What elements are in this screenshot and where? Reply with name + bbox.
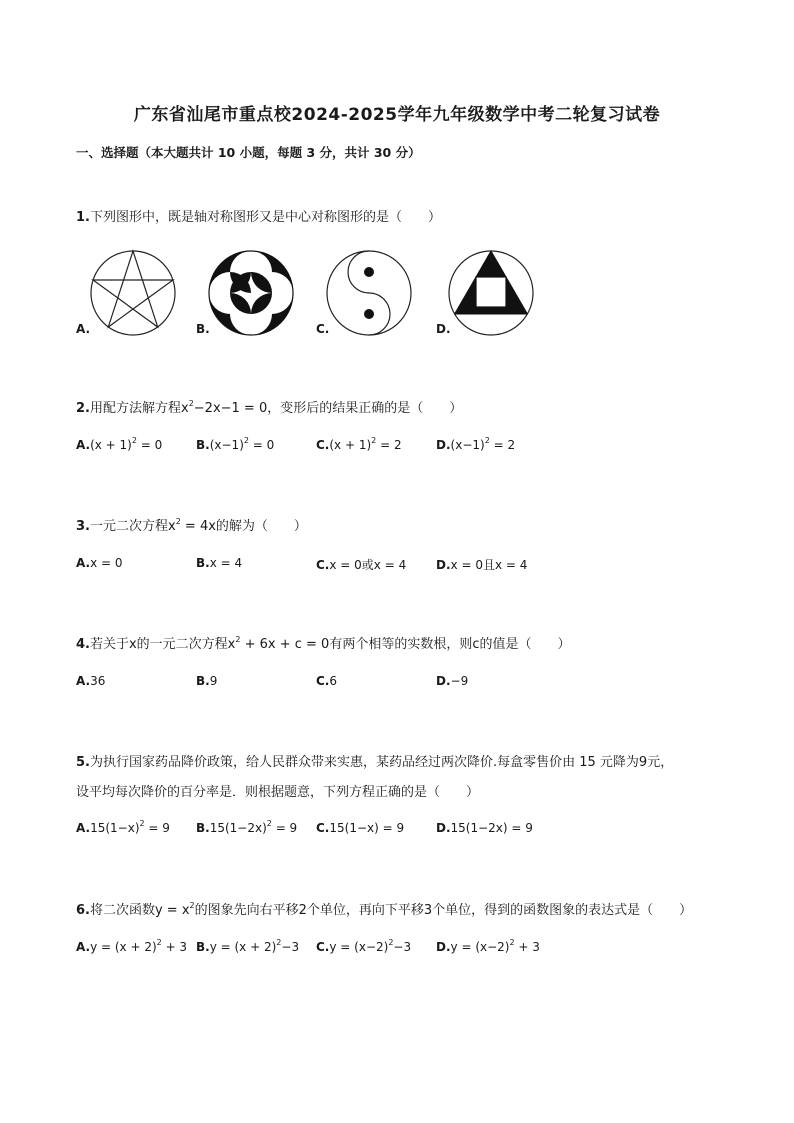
option-a: A.36 xyxy=(76,674,106,688)
figure-label-b: B. xyxy=(196,322,210,336)
page-title: 广东省汕尾市重点校2024-2025学年九年级数学中考二轮复习试卷 xyxy=(133,105,661,125)
option-d: D.15(1−2x) = 9 xyxy=(436,821,533,835)
option-b: $B.15(1-2x)^2 = 9$ xyxy=(196,819,298,835)
option-c: C.6 xyxy=(316,674,338,688)
section-heading: 一、选择题（本大题共计 10 小题，每题 3 分，共计 30 分） xyxy=(76,145,421,160)
figure-label-a: A. xyxy=(76,322,91,336)
pentagram-in-circle-icon xyxy=(88,248,178,338)
option-b: $B.(x-1)^2 = 0$ xyxy=(196,436,275,452)
option-a: $A.15(1-x)^2 = 9$ xyxy=(76,819,170,835)
option-a: $A.(x + 1)^2 = 0$ xyxy=(76,436,163,452)
question-1: 1.下列图形中，既是轴对称图形又是中心对称图形的是（ ） xyxy=(76,210,441,225)
option-d: $D.(x-1)^2 = 2$ xyxy=(436,436,516,452)
figure-label-c: C. xyxy=(316,322,330,336)
option-c: $C.(x + 1)^2 = 2$ xyxy=(316,436,402,452)
option-a: A.x = 0 xyxy=(76,556,123,570)
question-4: 4.若关于x的一元二次方程$x^2 + 6x + c = 0$有两个相等的实数根，则c的值是（ ） xyxy=(76,635,571,652)
option-a: $A.y = (x + 2)^2 + 3$ xyxy=(76,938,188,954)
question-2: 2.用配方法解方程$x^2-2x-1 = 0$，变形后的结果正确的是（ ） xyxy=(76,399,463,416)
question-6: 6.将二次函数$y = x^2$的图象先向右平移2个单位，再向下平移3个单位，得到的函数图象的表达式是（ ） xyxy=(76,901,693,918)
option-d: D.−9 xyxy=(436,674,469,688)
four-petal-circle-icon xyxy=(206,248,296,338)
triangle-square-circle-icon xyxy=(446,248,536,338)
question-5-line-2: 设平均每次降价的百分率是．则根据题意，下列方程正确的是（ ） xyxy=(76,785,480,800)
option-b: B.9 xyxy=(196,674,218,688)
option-d: $D.y = (x-2)^2 + 3$ xyxy=(436,938,540,954)
option-d: D.x = 0且x = 4 xyxy=(436,558,528,572)
option-c: C.15(1−x) = 9 xyxy=(316,821,405,835)
option-b: $B.y = (x + 2)^2-3$ xyxy=(196,938,300,954)
yin-yang-icon xyxy=(324,248,414,338)
question-3: 3.一元二次方程$x^2 = 4x$的解为（ ） xyxy=(76,517,307,534)
option-b: B.x = 4 xyxy=(196,556,243,570)
question-5: 5.为执行国家药品降价政策，给人民群众带来实惠，某药品经过两次降价.每盒零售价由 15 元降为9元， xyxy=(76,755,674,770)
figure-label-d: D. xyxy=(436,322,451,336)
option-c: C.x = 0或x = 4 xyxy=(316,558,407,572)
option-c: $C.y = (x-2)^2-3$ xyxy=(316,938,412,954)
